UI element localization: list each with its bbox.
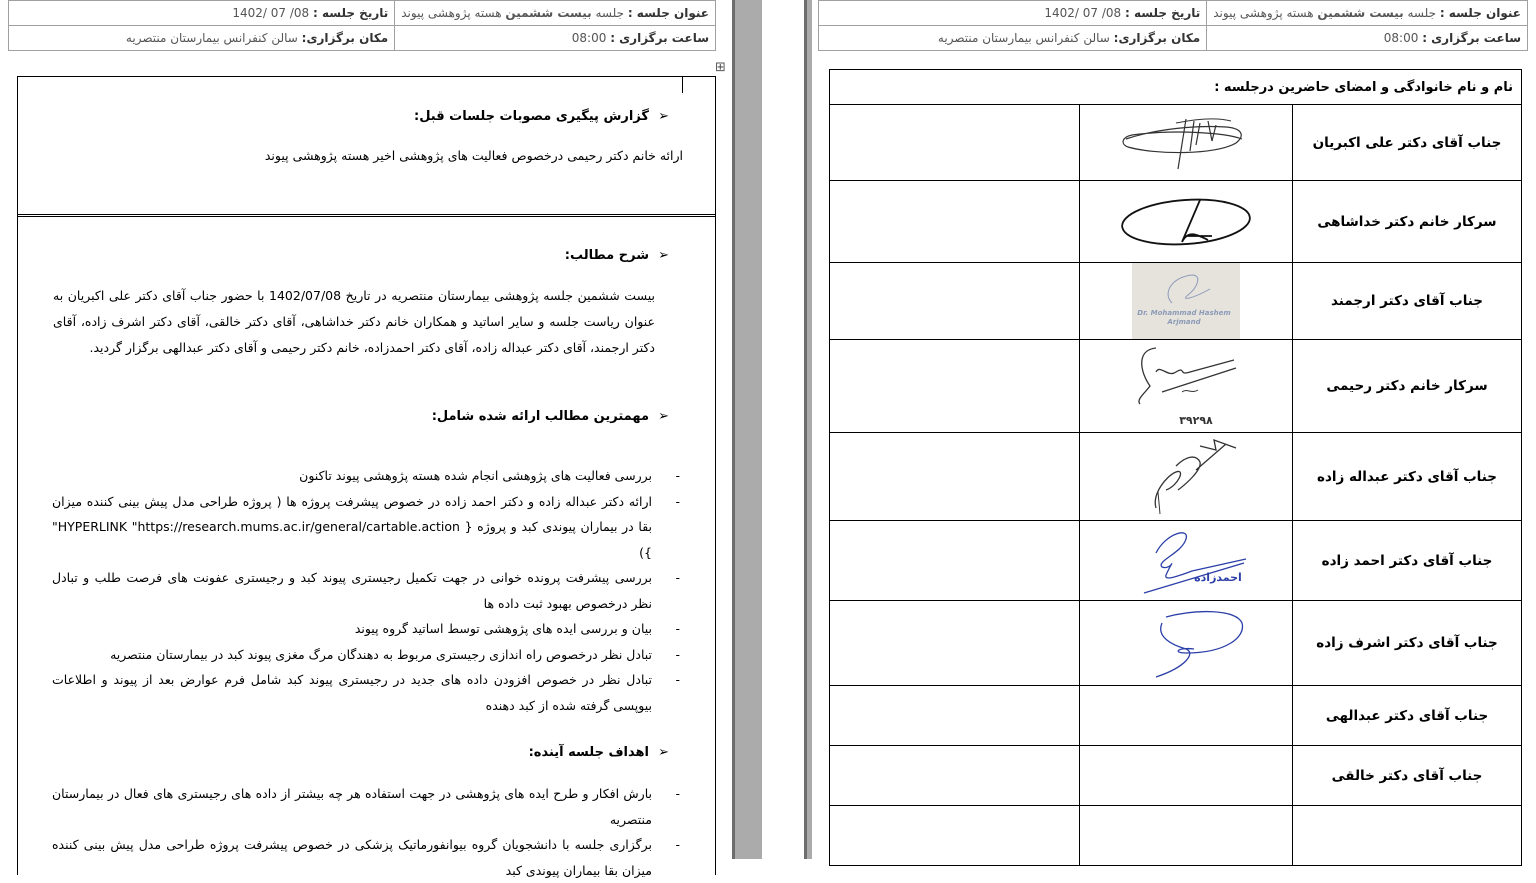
signature-ashrafzadeh [1116, 603, 1256, 683]
header-title-cell: عنوان جلسه : جلسه بیست ششمین هسته پژوهشی پیوند [395, 1, 716, 26]
header-date-cell: تاریخ جلسه : 1402/ 07 /08 [819, 1, 1207, 26]
list-item: - تبادل نظر در خصوص افزودن داده های جدید در رجیستری پیوند کبد شامل فرم عوارض بعد از پیوند و اطلاعات بیوپسی گرفته شده از کبد دهنده [52, 672, 680, 713]
empty-cell [830, 433, 1080, 521]
list-item: - برگزاری جلسه با دانشجویان گروه بیوانفورماتیک پزشکی در خصوص پیشرفت پروژه طراحی مدل پیش بینی کننده میزان بقا بیماران پیوندی کبد [52, 837, 680, 878]
signature-abdollahzadeh [1116, 436, 1256, 518]
signature-cell [1080, 806, 1293, 866]
document-page-right [812, 0, 1536, 859]
cursor-mark [682, 77, 683, 93]
signature-cell [1080, 340, 1293, 433]
attendee-name: جناب آقای دکتر ارجمند [1293, 263, 1522, 340]
arrow-bullet-icon: ➢ [658, 409, 669, 424]
document-page-left [0, 0, 732, 878]
signature-cell [1080, 105, 1293, 181]
empty-cell [830, 806, 1080, 866]
section-heading-next-goals: ➢اهداف جلسه آینده: [528, 745, 669, 760]
section-heading-description: ➢شرح مطالب: [564, 248, 669, 263]
signature-cell [1080, 181, 1293, 263]
arrow-bullet-icon: ➢ [658, 109, 669, 124]
header-title-cell: عنوان جلسه : جلسه بیست ششمین هسته پژوهشی پیوند [1207, 1, 1528, 26]
next-goals-list [52, 781, 680, 883]
description-text: بیست ششمین جلسه پژوهشی بیمارستان منتصریه در تاریخ 1402/07/08 با حضور جناب آقای دکتر علی اکبریان به عنوان ریاست جلسه و سایر اساتید و همکاران خانم دکتر خداشاهی، آقای دکتر خالقی، آقای دکتر اشرف زاده، آقای دکتر ارجمند، آقای دکتر عبداله زاده، آقای دکتر احمدزاده، خانم دکتر رحیمی و آقای دکتر عبدالهی برگزار گردید. [53, 288, 655, 355]
svg-text:۳۹۲۹۸: ۳۹۲۹۸ [1179, 414, 1213, 427]
section-heading-main-topics: ➢مهمترین مطالب ارائه شده شامل: [431, 409, 669, 424]
attendee-name: جناب آقای دکتر عبدالهی [1293, 686, 1522, 746]
page-separator [735, 0, 762, 859]
header-table [818, 0, 1528, 51]
attendee-name: جناب آقای دکتر عبداله زاده [1293, 433, 1522, 521]
attendees-signature-table [829, 69, 1522, 866]
previous-minutes-box [17, 76, 716, 217]
empty-cell [830, 746, 1080, 806]
signature-cell [1080, 521, 1293, 601]
header-place-cell: مکان برگزاری: سالن کنفرانس بیمارستان منتصریه [819, 26, 1207, 51]
main-topics-list [52, 463, 680, 718]
signature-cell [1080, 263, 1293, 340]
signature-ahmadzadeh [1116, 523, 1256, 599]
attendees-table-title: نام و نام خانوادگی و امضای حاضرین درجلسه : [830, 70, 1522, 105]
list-item: - بیان و بررسی ایده های پژوهشی توسط اساتید گروه پیوند [354, 621, 680, 636]
list-item: - بررسی پیشرفت پرونده خوانی در جهت تکمیل رجیستری پیوند کبد و رجیستری عفونت های فرصت طلب و تبادل نظر درخصوص بهبود ثبت داده ها [52, 570, 680, 611]
signature-cell [1080, 601, 1293, 686]
attendee-name [1293, 806, 1522, 866]
signature-cell [1080, 746, 1293, 806]
attendee-name: جناب آقای دکتر علی اکبریان [1293, 105, 1522, 181]
signature-cell [1080, 433, 1293, 521]
attendee-name: جناب آقای دکتر احمد زاده [1293, 521, 1522, 601]
minutes-body-box [17, 214, 716, 878]
header-time-cell: ساعت برگزاری : 08:00 [1207, 26, 1528, 51]
arrow-bullet-icon: ➢ [658, 248, 669, 263]
signature-cell [1080, 686, 1293, 746]
signature-akbarian [1116, 111, 1256, 175]
section-heading-followup: ➢گزارش پیگیری مصوبات جلسات قبل: [414, 109, 669, 124]
list-item: - بررسی فعالیت های پژوهشی انجام شده هسته پژوهشی پیوند تاکنون [299, 468, 680, 483]
header-date-cell: تاریخ جلسه : 1402/ 07 /08 [9, 1, 395, 26]
empty-cell [830, 521, 1080, 601]
attendee-name: جناب آقای دکتر اشرف زاده [1293, 601, 1522, 686]
list-item: - بارش افکار و طرح ایده های پژوهشی در جهت استفاده هر چه بیشتر از داده های رجیستری های فعال در بیمارستان منتصریه [52, 786, 680, 827]
signature-arjmand-scan: Dr. Mohammad Hashem Arjmand [1132, 263, 1240, 339]
empty-cell [830, 263, 1080, 340]
attendee-name: سرکار خانم دکتر خداشاهی [1293, 181, 1522, 263]
empty-cell [830, 105, 1080, 181]
empty-cell [830, 601, 1080, 686]
list-item: - تبادل نظر درخصوص راه اندازی رجیستری مربوط به دهندگان مرگ مغزی پیوند کبد در بیمارستان منتصریه [110, 646, 680, 662]
svg-text:احمدزاده: احمدزاده [1194, 570, 1242, 584]
followup-text: ارائه خانم دکتر رحیمی درخصوص فعالیت های پژوهشی اخیر هسته پژوهشی پیوند [264, 148, 683, 163]
signature-rahimi [1116, 342, 1256, 430]
table-move-handle-icon[interactable]: ⊞ [715, 60, 726, 75]
empty-cell [830, 686, 1080, 746]
header-place-cell: مکان برگزاری: سالن کنفرانس بیمارستان منتصریه [9, 26, 395, 51]
signature-khodashahi [1116, 190, 1256, 254]
attendee-name: جناب آقای دکتر خالقی [1293, 746, 1522, 806]
page-separator [762, 0, 804, 859]
attendee-name: سرکار خانم دکتر رحیمی [1293, 340, 1522, 433]
header-table [8, 0, 716, 51]
list-item: - ارائه دکتر عبداله زاده و دکتر احمد زاده در خصوص پیشرفت پروژه ها ( پروژه طراحی مدل پیش بینی کننده میزان بقا در بیماران پیوندی کبد و پروژه { HYPERLINK "https://research.mums.ac.ir/general/cartable.action" }) [52, 493, 680, 560]
arrow-bullet-icon: ➢ [658, 745, 669, 760]
header-time-cell: ساعت برگزاری : 08:00 [395, 26, 716, 51]
empty-cell [830, 181, 1080, 263]
empty-cell [830, 340, 1080, 433]
